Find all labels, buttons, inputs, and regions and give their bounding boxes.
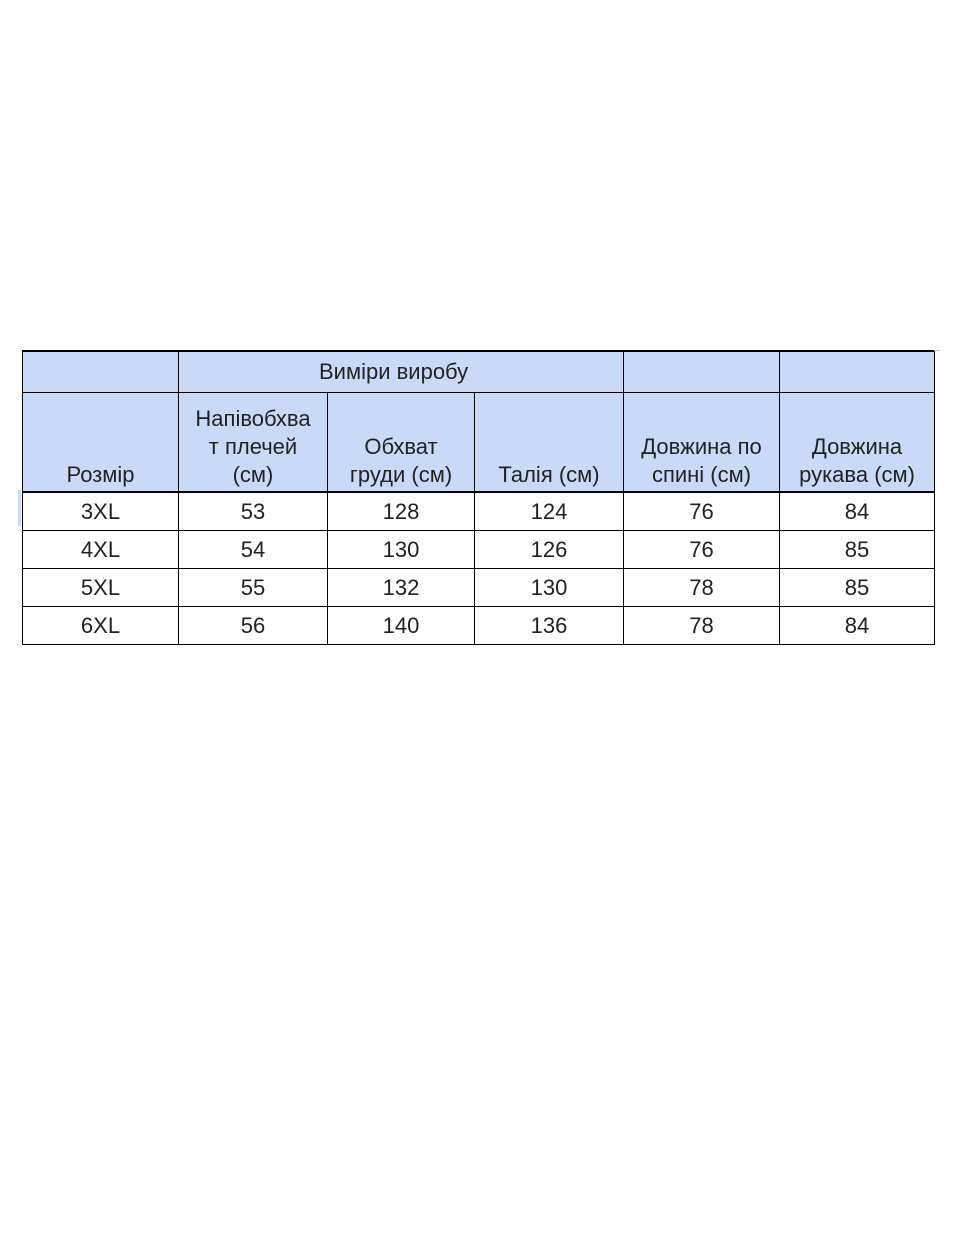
header-waist[interactable]: Талія (см)	[475, 393, 624, 493]
header-chest[interactable]: Обхват груди (см)	[328, 393, 475, 493]
size-table	[22, 350, 935, 645]
header-half-shoulder[interactable]: Напівобхва т плечей (см)	[179, 393, 328, 493]
table-row	[23, 569, 935, 607]
cell-size[interactable]: 5XL	[23, 569, 179, 607]
header-row	[23, 393, 935, 493]
cell-waist[interactable]: 130	[475, 569, 624, 607]
table-row	[23, 607, 935, 645]
row-selection-marker	[18, 490, 21, 526]
cell-half-shoulder[interactable]: 56	[179, 607, 328, 645]
empty-title-cell[interactable]	[23, 351, 179, 393]
cell-chest[interactable]: 140	[328, 607, 475, 645]
cell-back-length[interactable]: 76	[624, 531, 780, 569]
size-chart	[22, 350, 934, 645]
cell-sleeve-length[interactable]: 84	[780, 607, 935, 645]
cell-waist[interactable]: 126	[475, 531, 624, 569]
cell-size[interactable]: 3XL	[23, 492, 179, 531]
cell-size[interactable]: 6XL	[23, 607, 179, 645]
header-sleeve-length[interactable]: Довжина рукава (см)	[780, 393, 935, 493]
cell-sleeve-length[interactable]: 84	[780, 492, 935, 531]
cell-waist[interactable]: 136	[475, 607, 624, 645]
cell-back-length[interactable]: 78	[624, 607, 780, 645]
cell-back-length[interactable]: 78	[624, 569, 780, 607]
cell-half-shoulder[interactable]: 53	[179, 492, 328, 531]
cell-waist[interactable]: 124	[475, 492, 624, 531]
cell-chest[interactable]: 130	[328, 531, 475, 569]
table-row	[23, 492, 935, 531]
header-back-length[interactable]: Довжина по спині (см)	[624, 393, 780, 493]
empty-title-cell[interactable]	[780, 351, 935, 393]
cell-half-shoulder[interactable]: 55	[179, 569, 328, 607]
cell-half-shoulder[interactable]: 54	[179, 531, 328, 569]
empty-title-cell[interactable]	[624, 351, 780, 393]
cell-back-length[interactable]: 76	[624, 492, 780, 531]
table-row	[23, 531, 935, 569]
title-row	[23, 351, 935, 393]
cell-sleeve-length[interactable]: 85	[780, 531, 935, 569]
measurements-title-cell[interactable]	[179, 351, 624, 393]
cell-size[interactable]: 4XL	[23, 531, 179, 569]
gridline-stub	[934, 350, 940, 647]
header-size[interactable]: Розмір	[23, 393, 179, 493]
cell-chest[interactable]: 128	[328, 492, 475, 531]
measurements-title: Виміри виробу	[319, 359, 469, 384]
cell-chest[interactable]: 132	[328, 569, 475, 607]
cell-sleeve-length[interactable]: 85	[780, 569, 935, 607]
